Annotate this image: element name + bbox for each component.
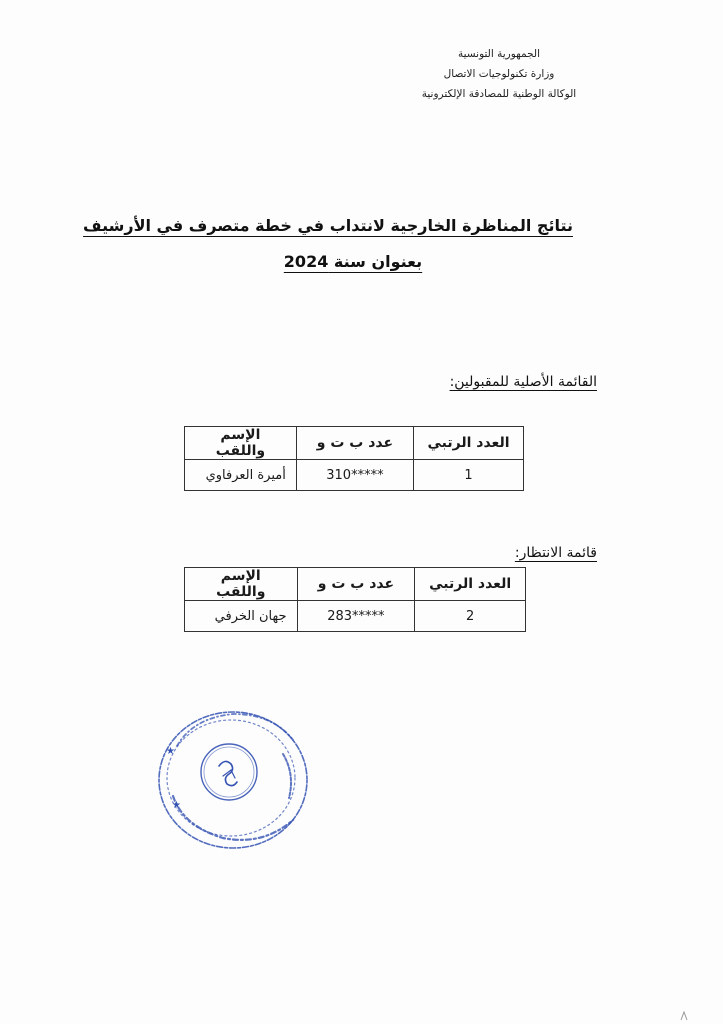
title-line-1: نتائج المناظرة الخارجية لانتداب في خطة متصرف في الأرشيف: [83, 216, 573, 235]
cell-rank: 2: [415, 601, 526, 632]
column-header-rank: العدد الرتبي: [414, 427, 524, 460]
cell-name: أميرة العرفاوي: [185, 460, 297, 491]
letterhead-country: الجمهورية التونسية: [458, 48, 540, 60]
table-row: [185, 601, 526, 632]
svg-text:★: ★: [166, 746, 175, 757]
document-title: [83, 208, 573, 280]
accepted-table: [184, 426, 524, 491]
official-seal-icon: [153, 706, 311, 854]
svg-text:★: ★: [172, 800, 181, 811]
title-line-2: بعنوان سنة 2024: [283, 252, 423, 271]
letterhead: [379, 44, 619, 104]
waiting-list-heading: قائمة الانتظار:: [514, 545, 597, 561]
cell-name: جهان الخرفي: [185, 601, 298, 632]
cell-rank: 1: [414, 460, 524, 491]
page-mark: [680, 1006, 688, 1016]
letterhead-agency: الوكالة الوطنية للمصادقة الإلكترونية: [421, 88, 577, 100]
cell-cin: 310*****: [296, 460, 413, 491]
waiting-table: [184, 567, 526, 632]
column-header-cin: عدد ب ت و: [297, 568, 415, 601]
cell-cin: 283*****: [297, 601, 415, 632]
table-header-row: [185, 427, 524, 460]
column-header-name: الإسم واللقب: [185, 427, 297, 460]
column-header-cin: عدد ب ت و: [296, 427, 413, 460]
column-header-rank: العدد الرتبي: [415, 568, 526, 601]
accepted-list-heading: القائمة الأصلية للمقبولين:: [449, 374, 597, 390]
table-header-row: [185, 568, 526, 601]
letterhead-ministry: وزارة تكنولوجيات الاتصال: [443, 68, 555, 80]
table-row: [185, 460, 524, 491]
column-header-name: الإسم واللقب: [185, 568, 298, 601]
